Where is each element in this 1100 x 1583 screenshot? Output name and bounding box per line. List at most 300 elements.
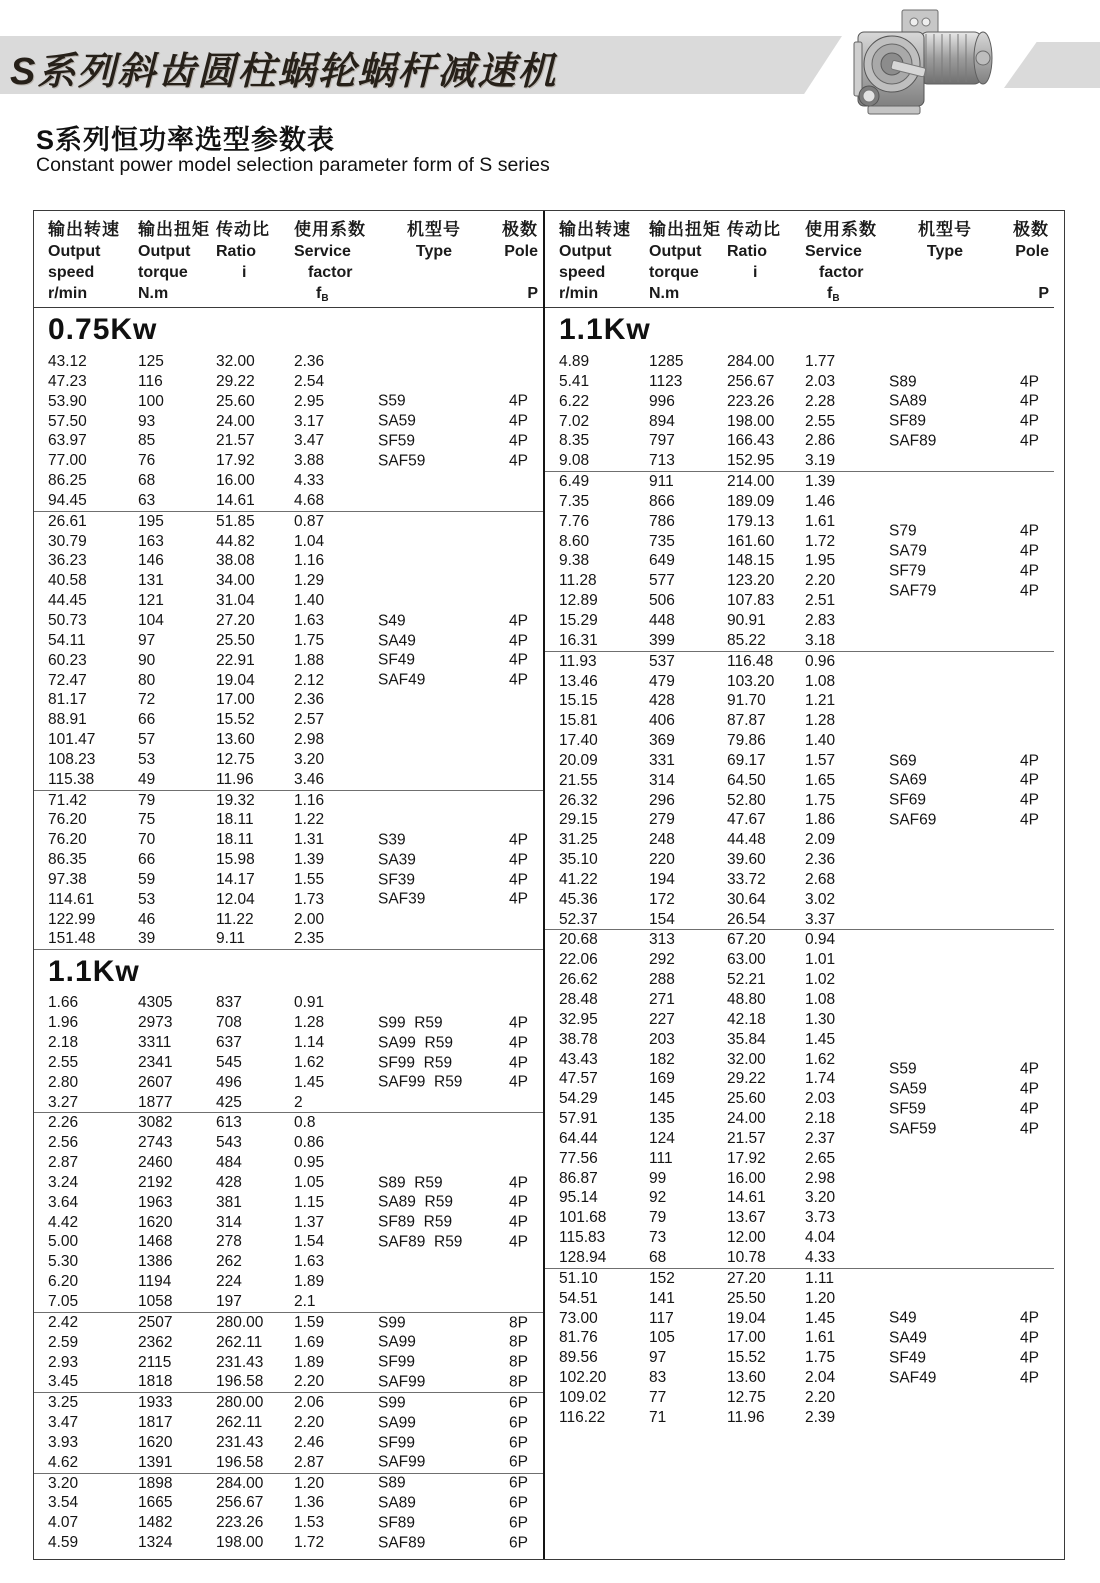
factor-value: 1.37	[294, 1213, 325, 1231]
speed-value: 40.58	[48, 572, 87, 590]
speed-value: 2.93	[48, 1353, 79, 1371]
factor-value: 2.68	[805, 870, 836, 888]
type-pole-row	[378, 870, 528, 890]
speed-value: 86.25	[48, 472, 87, 490]
type-label: SF79	[889, 562, 927, 580]
type-label: S89 R59	[378, 1173, 443, 1191]
ratio-value: 123.20	[727, 572, 775, 590]
table-row	[545, 672, 1054, 692]
type-pole-row	[378, 1533, 528, 1553]
factor-value: 2.35	[294, 930, 325, 948]
ratio-value: 44.82	[216, 532, 255, 550]
factor-value: 2.95	[294, 392, 325, 410]
ratio-value: 262	[216, 1253, 242, 1271]
factor-value: 4.33	[294, 472, 325, 490]
speed-value: 101.47	[48, 731, 96, 749]
speed-value: 4.89	[559, 353, 590, 370]
type-pole-row	[378, 1193, 528, 1213]
speed-value: 15.81	[559, 712, 598, 730]
ratio-value: 12.04	[216, 890, 255, 908]
torque-value: 649	[649, 552, 675, 570]
torque-value: 121	[138, 592, 164, 610]
speed-value: 32.95	[559, 1010, 598, 1028]
factor-value: 3.20	[294, 750, 325, 768]
speed-value: 7.05	[48, 1292, 79, 1310]
power-section-title: 1.1Kw	[34, 949, 543, 993]
parameter-group	[34, 790, 543, 950]
torque-value: 66	[138, 851, 156, 869]
speed-value: 53.90	[48, 392, 87, 410]
parameter-group	[545, 352, 1054, 471]
factor-value: 2.39	[805, 1408, 836, 1426]
ratio-value: 256.67	[727, 372, 775, 390]
table-row	[34, 810, 543, 830]
speed-value: 26.62	[559, 971, 598, 989]
torque-value: 1391	[138, 1453, 173, 1471]
speed-value: 29.15	[559, 811, 598, 829]
speed-value: 128.94	[559, 1248, 607, 1266]
ratio-value: 148.15	[727, 552, 775, 570]
factor-value: 4.04	[805, 1229, 836, 1247]
ratio-value: 223.26	[727, 392, 775, 410]
ratio-value: 17.00	[216, 691, 255, 709]
ratio-value: 26.54	[727, 910, 766, 928]
factor-value: 2.57	[294, 711, 325, 729]
torque-value: 331	[649, 751, 675, 769]
type-pole-row	[889, 751, 1039, 771]
torque-value: 90	[138, 651, 156, 669]
type-pole-list	[378, 830, 528, 909]
ratio-value: 47.67	[727, 811, 766, 829]
torque-value: 866	[649, 492, 675, 510]
torque-value: 124	[649, 1129, 675, 1147]
speed-value: 71.42	[48, 791, 87, 809]
type-pole-row	[889, 561, 1039, 581]
torque-value: 53	[138, 750, 156, 768]
table-row	[545, 830, 1054, 850]
type-label: SF99 R59	[378, 1053, 453, 1071]
torque-value: 797	[649, 432, 675, 450]
table-row	[34, 591, 543, 611]
factor-value: 0.87	[294, 512, 325, 530]
torque-value: 169	[649, 1070, 675, 1088]
torque-value: 195	[138, 512, 164, 530]
ratio-value: 11.96	[727, 1408, 765, 1426]
type-label: S59	[889, 1060, 917, 1078]
factor-value: 1.53	[294, 1514, 325, 1532]
torque-value: 146	[138, 552, 164, 570]
ratio-value: 32.00	[727, 1050, 766, 1068]
pole-label: 4P	[1020, 522, 1039, 540]
ratio-value: 25.60	[727, 1090, 766, 1108]
pole-label: 4P	[509, 1233, 528, 1251]
ratio-value: 256.67	[216, 1494, 264, 1512]
pole-label: 6P	[509, 1433, 528, 1451]
factor-value: 4.68	[294, 491, 325, 509]
factor-value: 2.04	[805, 1369, 836, 1387]
banner-strip-right	[1004, 42, 1100, 88]
factor-value: 3.88	[294, 452, 325, 470]
factor-value: 2.06	[294, 1394, 325, 1412]
ratio-value: 284.00	[727, 353, 775, 370]
torque-value: 399	[649, 631, 675, 649]
speed-value: 81.17	[48, 691, 87, 709]
type-pole-row	[889, 1348, 1039, 1368]
type-pole-row	[378, 1513, 528, 1533]
table-row	[545, 930, 1054, 950]
factor-value: 1.36	[294, 1494, 325, 1512]
speed-value: 3.64	[48, 1193, 79, 1211]
ratio-value: 19.04	[216, 671, 255, 689]
table-row	[34, 1272, 543, 1292]
pole-label: 4P	[1020, 412, 1039, 430]
type-pole-list	[378, 1474, 528, 1553]
torque-value: 99	[649, 1169, 667, 1187]
type-pole-row	[889, 1328, 1039, 1348]
power-section-title: 1.1Kw	[559, 313, 651, 346]
table-row	[545, 352, 1054, 372]
type-pole-row	[889, 1059, 1039, 1079]
speed-value: 72.47	[48, 671, 87, 689]
pole-label: 4P	[509, 432, 528, 450]
speed-value: 2.59	[48, 1333, 79, 1351]
ratio-value: 85.22	[727, 631, 766, 649]
torque-value: 145	[649, 1090, 675, 1108]
parameter-group	[34, 1392, 543, 1472]
type-label: S89	[378, 1474, 406, 1492]
ratio-value: 91.70	[727, 692, 766, 710]
ratio-value: 231.43	[216, 1353, 264, 1371]
table-row	[34, 491, 543, 511]
factor-value: 1.14	[294, 1034, 325, 1051]
table-row	[545, 451, 1054, 471]
ratio-value: 9.11	[216, 930, 246, 948]
ratio-value: 18.11	[216, 831, 254, 849]
ratio-value: 161.60	[727, 532, 775, 550]
factor-value: 2.54	[294, 372, 325, 390]
torque-value: 125	[138, 353, 164, 370]
type-label: S59	[378, 392, 406, 410]
type-label: SF49	[889, 1349, 927, 1367]
factor-value: 0.86	[294, 1134, 325, 1152]
speed-value: 20.09	[559, 751, 598, 769]
torque-value: 279	[649, 811, 675, 829]
torque-value: 2115	[138, 1353, 172, 1371]
ratio-value: 25.60	[216, 392, 255, 410]
torque-value: 537	[649, 652, 675, 670]
torque-value: 292	[649, 951, 675, 969]
type-label: SAF89	[889, 432, 937, 450]
type-pole-row	[889, 392, 1039, 412]
ratio-value: 16.00	[216, 472, 255, 490]
factor-value: 1.63	[294, 611, 325, 629]
type-pole-list	[889, 372, 1039, 451]
ratio-value: 224	[216, 1273, 242, 1291]
type-pole-row	[889, 1099, 1039, 1119]
factor-value: 1.28	[805, 712, 836, 730]
ratio-value: 67.20	[727, 931, 766, 949]
pole-label: 4P	[1020, 1119, 1039, 1137]
factor-value: 1.20	[294, 1474, 325, 1492]
factor-value: 3.20	[805, 1189, 836, 1207]
speed-value: 41.22	[559, 870, 598, 888]
ratio-value: 87.87	[727, 712, 766, 730]
table-left-half	[34, 211, 543, 1559]
torque-value: 172	[649, 890, 675, 908]
speed-value: 8.35	[559, 432, 590, 450]
pole-label: 6P	[509, 1474, 528, 1492]
section-title-en: Constant power model selection parameter form of S series	[36, 154, 550, 176]
type-pole-row	[378, 392, 528, 412]
factor-value: 1.40	[805, 732, 836, 750]
torque-value: 1285	[649, 353, 684, 370]
pole-label: 4P	[509, 671, 528, 689]
ratio-value: 64.50	[727, 771, 766, 789]
speed-value: 22.06	[559, 951, 598, 969]
table-row	[34, 929, 543, 949]
ratio-value: 51.85	[216, 512, 255, 530]
torque-value: 996	[649, 392, 675, 410]
speed-value: 3.20	[48, 1474, 79, 1492]
type-label: S49	[378, 611, 406, 629]
ratio-value: 231.43	[216, 1433, 264, 1451]
table-body-right	[545, 308, 1054, 1428]
parameter-group	[545, 471, 1054, 651]
torque-value: 3082	[138, 1114, 173, 1132]
torque-value: 76	[138, 452, 156, 470]
speed-value: 5.30	[48, 1253, 79, 1271]
table-row	[34, 471, 543, 491]
type-pole-row	[378, 651, 528, 671]
table-row	[34, 1292, 543, 1312]
ratio-value: 12.75	[727, 1388, 766, 1406]
ratio-value: 152.95	[727, 452, 775, 470]
torque-value: 2362	[138, 1333, 173, 1351]
type-pole-list	[889, 522, 1039, 601]
ratio-value: 280.00	[216, 1394, 264, 1412]
speed-value: 50.73	[48, 611, 87, 629]
torque-value: 152	[649, 1269, 675, 1287]
table-row	[545, 870, 1054, 890]
torque-value: 79	[138, 791, 156, 809]
type-label: SF69	[889, 791, 927, 809]
type-label: SAF59	[889, 1119, 937, 1137]
type-pole-row	[378, 890, 528, 910]
pole-label: 4P	[1020, 771, 1039, 789]
speed-value: 5.41	[559, 372, 590, 390]
col-output-torque: 输出扭矩 Output torque N.m	[649, 220, 721, 302]
pole-label: 4P	[509, 1014, 528, 1032]
speed-value: 4.59	[48, 1534, 79, 1552]
type-label: SF49	[378, 651, 416, 669]
ratio-value: 15.52	[216, 711, 255, 729]
torque-value: 314	[649, 771, 675, 789]
speed-value: 7.02	[559, 412, 590, 430]
table-row	[545, 1248, 1054, 1268]
table-row	[545, 691, 1054, 711]
type-pole-list	[889, 751, 1039, 830]
type-pole-row	[378, 1433, 528, 1453]
type-pole-row	[378, 1232, 528, 1252]
pole-label: 4P	[1020, 811, 1039, 829]
table-row	[34, 1093, 543, 1113]
torque-value: 911	[649, 473, 674, 491]
factor-value: 1.16	[294, 791, 325, 809]
type-pole-row	[889, 1079, 1039, 1099]
torque-value: 70	[138, 831, 156, 849]
ratio-value: 280.00	[216, 1313, 264, 1331]
speed-value: 12.89	[559, 592, 598, 610]
factor-value: 2.20	[805, 1388, 836, 1406]
ratio-value: 196.58	[216, 1373, 264, 1391]
torque-value: 1058	[138, 1292, 173, 1310]
ratio-value: 79.86	[727, 732, 766, 750]
factor-value: 1.89	[294, 1273, 325, 1291]
type-label: SAF49	[889, 1369, 937, 1387]
factor-value: 3.19	[805, 452, 836, 470]
speed-value: 5.00	[48, 1233, 79, 1251]
type-label: SAF89 R59	[378, 1233, 463, 1251]
ratio-value: 103.20	[727, 672, 775, 690]
pole-label: 4P	[1020, 432, 1039, 450]
col-type: 机型号 Type	[918, 220, 972, 260]
speed-value: 114.61	[48, 890, 95, 908]
factor-value: 1.73	[294, 890, 325, 908]
table-row	[545, 1289, 1054, 1309]
factor-value: 1.46	[805, 492, 836, 510]
speed-value: 1.66	[48, 994, 79, 1012]
speed-value: 6.22	[559, 392, 590, 410]
table-row	[545, 1169, 1054, 1189]
torque-value: 141	[649, 1289, 675, 1307]
torque-value: 131	[138, 572, 164, 590]
speed-value: 76.20	[48, 831, 87, 849]
factor-value: 2.51	[805, 592, 836, 610]
speed-value: 31.25	[559, 831, 598, 849]
ratio-value: 25.50	[727, 1289, 766, 1307]
type-pole-row	[378, 412, 528, 432]
factor-value: 2.55	[805, 412, 836, 430]
torque-value: 79	[649, 1209, 667, 1227]
torque-value: 203	[649, 1030, 675, 1048]
torque-value: 1468	[138, 1233, 173, 1251]
ratio-value: 33.72	[727, 870, 766, 888]
pole-label: 4P	[509, 851, 528, 869]
table-row	[34, 551, 543, 571]
factor-value: 1.31	[294, 831, 325, 849]
ratio-value: 42.18	[727, 1010, 766, 1028]
factor-value: 1.69	[294, 1333, 325, 1351]
factor-value: 1.15	[294, 1193, 325, 1211]
pole-label: 4P	[1020, 751, 1039, 769]
type-label: SA49	[378, 631, 416, 649]
factor-value: 2.20	[294, 1373, 325, 1391]
factor-value: 2.00	[294, 910, 325, 928]
factor-value: 1.55	[294, 870, 325, 888]
pole-label: 6P	[509, 1514, 528, 1532]
factor-value: 1.08	[805, 672, 836, 690]
speed-value: 86.87	[559, 1169, 598, 1187]
pole-label: 4P	[509, 1213, 528, 1231]
ratio-value: 14.61	[727, 1189, 766, 1207]
ratio-value: 21.57	[727, 1129, 766, 1147]
parameter-group	[34, 352, 543, 511]
ratio-value: 31.04	[216, 592, 255, 610]
pole-label: 4P	[509, 1073, 528, 1091]
type-label: SF59	[889, 1100, 927, 1118]
speed-value: 3.24	[48, 1173, 79, 1191]
pole-label: 4P	[509, 412, 528, 430]
type-pole-row	[889, 542, 1039, 562]
table-row	[545, 611, 1054, 631]
type-label: SF59	[378, 432, 416, 450]
factor-value: 1.95	[805, 552, 836, 570]
torque-value: 80	[138, 671, 156, 689]
table-row	[545, 472, 1054, 492]
table-header	[545, 211, 1054, 308]
ratio-value: 19.32	[216, 791, 255, 809]
torque-value: 1817	[138, 1414, 173, 1432]
factor-value: 2.18	[805, 1110, 836, 1128]
type-label: SA89	[378, 1494, 416, 1512]
factor-value: 1.01	[805, 951, 836, 969]
torque-value: 68	[649, 1248, 667, 1266]
table-row	[545, 731, 1054, 751]
torque-value: 71	[649, 1408, 667, 1426]
speed-value: 11.28	[559, 572, 597, 590]
table-row	[34, 750, 543, 770]
type-label: SA69	[889, 771, 927, 789]
speed-value: 4.07	[48, 1514, 79, 1532]
factor-value: 1.74	[805, 1070, 836, 1088]
speed-value: 102.20	[559, 1369, 607, 1387]
type-pole-row	[889, 1119, 1039, 1139]
ratio-value: 24.00	[727, 1110, 766, 1128]
ratio-value: 17.00	[727, 1329, 766, 1347]
torque-value: 83	[649, 1369, 667, 1387]
pole-label: 8P	[509, 1313, 528, 1331]
type-label: SAF89	[378, 1534, 426, 1552]
table-row	[545, 850, 1054, 870]
ratio-value: 13.60	[727, 1369, 766, 1387]
type-pole-list	[378, 392, 528, 471]
pole-label: 4P	[509, 1193, 528, 1211]
pole-label: 4P	[1020, 562, 1039, 580]
factor-value: 0.95	[294, 1154, 325, 1172]
speed-value: 97.38	[48, 870, 87, 888]
table-row	[34, 791, 543, 811]
type-label: S89	[889, 372, 917, 390]
type-pole-row	[378, 671, 528, 691]
speed-value: 109.02	[559, 1388, 607, 1406]
factor-value: 2.20	[805, 572, 836, 590]
ratio-value: 44.48	[727, 831, 766, 849]
parameter-group	[545, 929, 1054, 1267]
speed-value: 15.15	[559, 692, 598, 710]
ratio-value: 166.43	[727, 432, 775, 450]
type-pole-row	[378, 611, 528, 631]
speed-value: 26.32	[559, 791, 598, 809]
table-row	[545, 652, 1054, 672]
torque-value: 104	[138, 611, 164, 629]
table-row	[34, 730, 543, 750]
ratio-value: 198.00	[727, 412, 775, 430]
torque-value: 1482	[138, 1514, 173, 1532]
type-label: SA39	[378, 851, 416, 869]
ratio-value: 15.98	[216, 851, 255, 869]
speed-value: 20.68	[559, 931, 598, 949]
ratio-value: 214.00	[727, 473, 775, 491]
